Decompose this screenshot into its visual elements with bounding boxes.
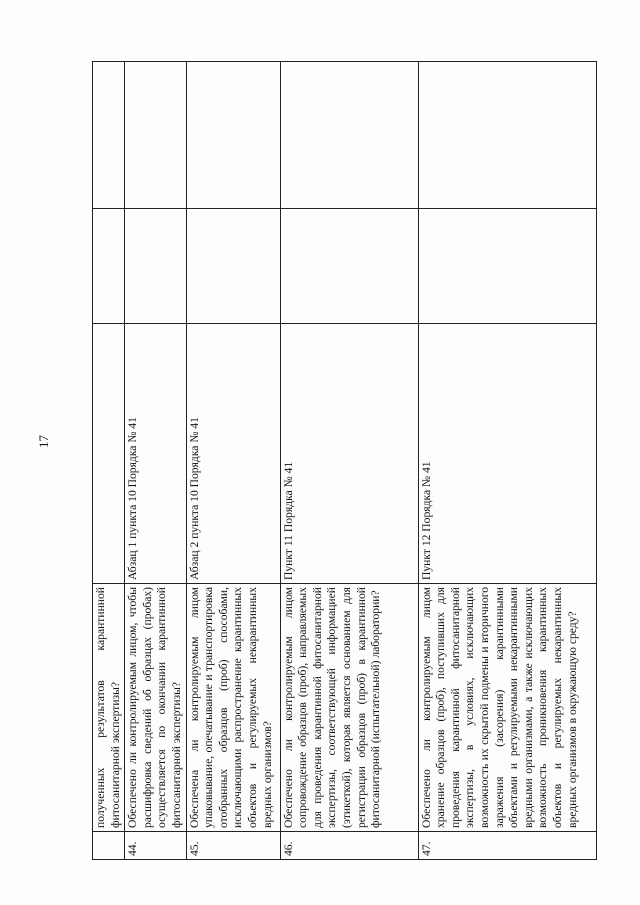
row-number: 45. bbox=[186, 832, 280, 860]
table-row bbox=[125, 62, 186, 860]
note-cell bbox=[125, 62, 186, 209]
note-cell bbox=[418, 62, 596, 209]
reference-cell: Абзац 1 пункта 10 Порядка № 41 bbox=[125, 324, 186, 584]
note-cell bbox=[93, 62, 125, 209]
note-cell bbox=[280, 62, 418, 209]
reference-cell bbox=[93, 324, 125, 584]
question-cell: Обеспечено ли контролируемым лицом, чтобы расшифровка сведений об образцах (пробах) осуществляется по окончании карантинной фитосанитарной экспертизы? bbox=[125, 584, 186, 832]
answer-cell bbox=[125, 209, 186, 324]
row-number bbox=[93, 832, 125, 860]
table-row bbox=[186, 62, 280, 860]
page-number: 17 bbox=[36, 435, 51, 448]
note-cell bbox=[186, 62, 280, 209]
question-cell: Обеспечена ли контролируемым лицом упаковывание, опечатывание и транспортировка отобранных образцов (проб) способами, исключающими распространение карантинных объектов и регулируемых некарантинных вредных организмов? bbox=[186, 584, 280, 832]
question-cell: Обеспечено ли контролируемым лицом сопровождение образцов (проб), направляемых для проведения карантинной фитосанитарной экспертизы, соответствующей информацией (этикеткой), которая является основанием для регистрации образцов (проб) в карантинной фитосанитарной (испытательной) лаборатории? bbox=[280, 584, 418, 832]
answer-cell bbox=[186, 209, 280, 324]
checklist-table bbox=[92, 61, 597, 860]
table-row bbox=[93, 62, 125, 860]
reference-cell: Пункт 11 Порядка № 41 bbox=[280, 324, 418, 584]
answer-cell bbox=[93, 209, 125, 324]
rotated-table-container bbox=[92, 62, 587, 860]
row-number: 44. bbox=[125, 832, 186, 860]
row-number: 46. bbox=[280, 832, 418, 860]
reference-cell: Абзац 2 пункта 10 Порядка № 41 bbox=[186, 324, 280, 584]
question-cell: полученных результатов карантинной фитосанитарной экспертизы? bbox=[93, 584, 125, 832]
table-row bbox=[418, 62, 596, 860]
row-number: 47. bbox=[418, 832, 596, 860]
answer-cell bbox=[418, 209, 596, 324]
answer-cell bbox=[280, 209, 418, 324]
table-row bbox=[280, 62, 418, 860]
reference-cell: Пункт 12 Порядка № 41 bbox=[418, 324, 596, 584]
question-cell: Обеспечено ли контролируемым лицом хранение образцов (проб), поступивших для проведения карантинной фитосанитарной экспертизы, в условиях, исключающих возможность их скрытой подмены и вторичного заражения (засорения) карантинными объектами и регулируемыми некарантинными вредными организмами, а также исключающих возможность проникновения карантинных объектов и регулируемых некарантинных вредных организмов в окружающую среду? bbox=[418, 584, 596, 832]
